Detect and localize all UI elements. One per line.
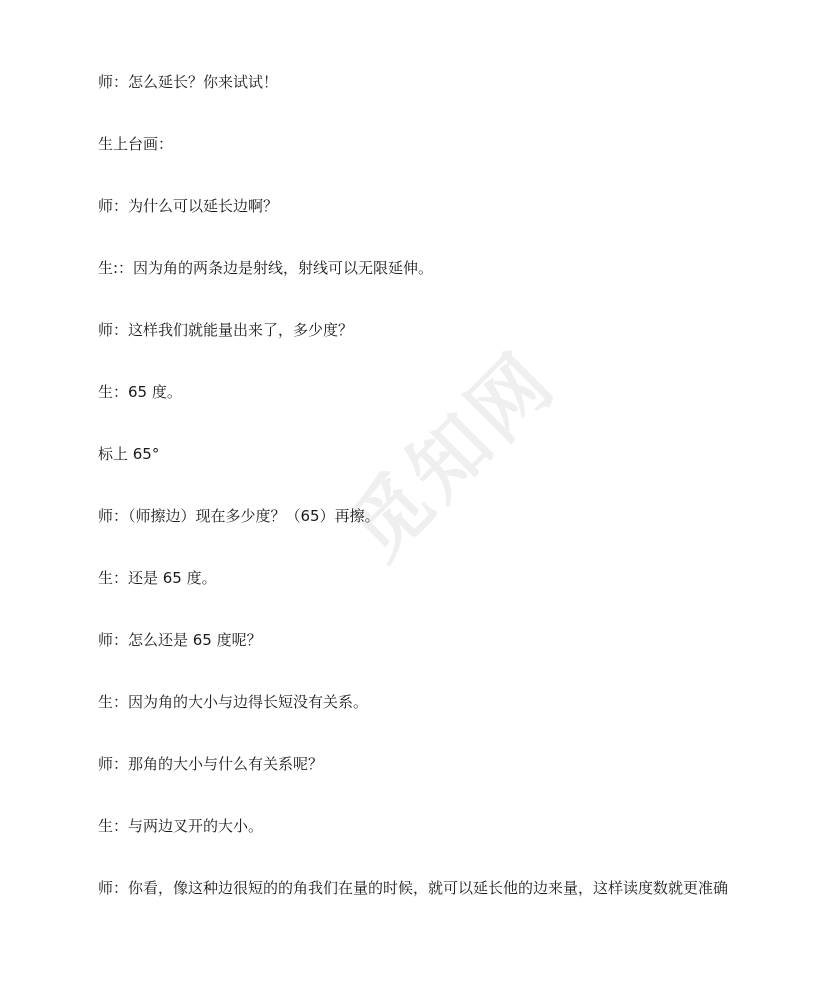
dialogue-line: 生:：因为角的两条边是射线，射线可以无限延伸。 bbox=[98, 259, 434, 277]
dialogue-line: 师：怎么延长？你来试试！ bbox=[98, 73, 279, 91]
dialogue-line: 生上台画： bbox=[98, 135, 174, 153]
dialogue-line: 师：那角的大小与什么有关系呢？ bbox=[98, 755, 324, 773]
dialogue-line: 标上 65° bbox=[98, 445, 160, 463]
dialogue-line: 生：还是 65 度。 bbox=[98, 569, 217, 587]
watermark: 觅知网 bbox=[332, 335, 574, 577]
dialogue-line: 生：因为角的大小与边得长短没有关系。 bbox=[98, 693, 369, 711]
dialogue-line: 生：与两边叉开的大小。 bbox=[98, 817, 264, 835]
dialogue-line: 师：你看，像这种边很短的的角我们在量的时候，就可以延长他的边来量，这样读度数就更准确 bbox=[98, 879, 729, 897]
dialogue-line: 师：（师擦边）现在多少度？（65）再擦。 bbox=[98, 507, 380, 525]
dialogue-line: 师：怎么还是 65 度呢？ bbox=[98, 631, 262, 649]
dialogue-line: 生：65 度。 bbox=[98, 383, 182, 401]
dialogue-line: 师：这样我们就能量出来了，多少度？ bbox=[98, 321, 354, 339]
dialogue-line: 师：为什么可以延长边啊？ bbox=[98, 197, 279, 215]
